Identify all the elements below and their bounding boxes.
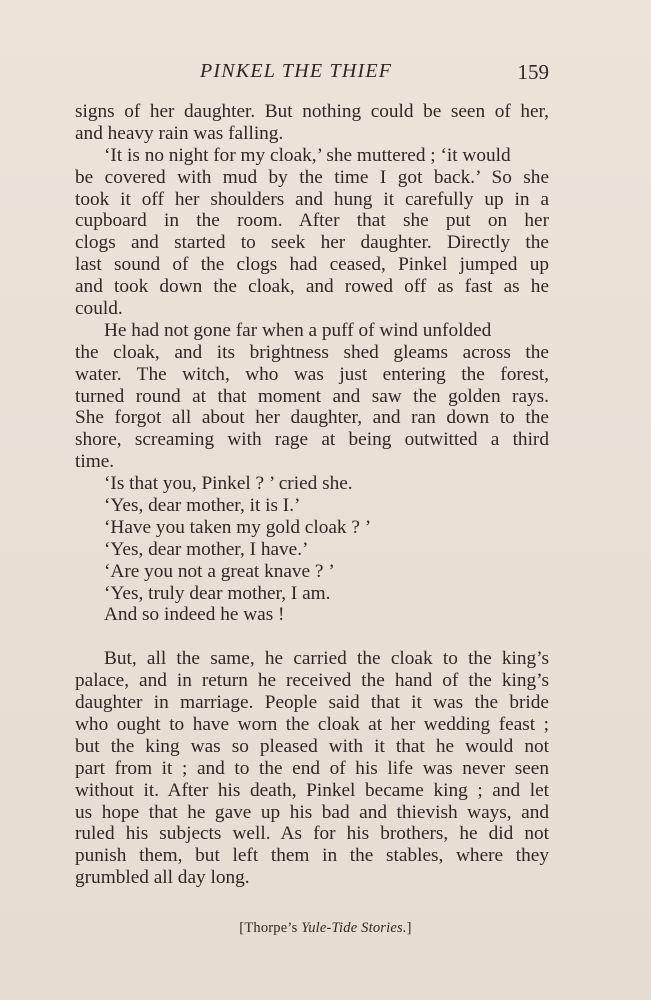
paragraph xyxy=(75,145,549,320)
text-line: part from it ; and to the end of his life was never seen xyxy=(75,757,549,779)
citation-open-bracket: [ xyxy=(239,920,245,936)
paragraph xyxy=(75,648,549,889)
text-line: grumbled all day long. xyxy=(75,867,250,889)
dialogue-line: ‘Have you taken my gold cloak ? ’ xyxy=(104,516,372,538)
dialogue-line: And so indeed he was ! xyxy=(104,604,285,626)
text-line: punish them, but left them in the stables, where they xyxy=(75,845,549,867)
paragraph xyxy=(75,101,549,145)
text-line: turned round at that moment and saw the golden rays. xyxy=(75,385,549,407)
source-citation xyxy=(0,920,651,937)
running-title: PINKEL THE THIEF xyxy=(200,60,393,82)
text-line: last sound of the clogs had ceased, Pinkel jumped up xyxy=(75,254,549,276)
text-line: shore, screaming with rage at being outwitted a third xyxy=(75,429,549,451)
text-line: clogs and started to seek her daughter. Directly the xyxy=(75,232,549,254)
dialogue-line: ‘Yes, dear mother, I have.’ xyxy=(104,538,309,560)
text-line: who ought to have worn the cloak at her wedding feast ; xyxy=(75,713,549,735)
section-break xyxy=(75,626,549,648)
text-line: But, all the same, he carried the cloak to the king’s xyxy=(104,648,549,670)
dialogue-line: ‘Yes, dear mother, it is I.’ xyxy=(104,495,301,517)
citation-title: Yule-Tide Stories. xyxy=(301,920,407,936)
text-line: time. xyxy=(75,451,115,473)
page-number: 159 xyxy=(517,60,549,84)
text-line: He had not gone far when a puff of wind unfolded xyxy=(104,319,492,341)
text-line: be covered with mud by the time I got back.’ So she xyxy=(75,166,549,188)
text-line: and took down the cloak, and rowed off as fast as he xyxy=(75,276,549,298)
text-line: but the king was so pleased with it that he would not xyxy=(75,735,549,757)
text-line: water. The witch, who was just entering the forest, xyxy=(75,363,549,385)
dialogue-block xyxy=(75,473,549,626)
page-header xyxy=(75,60,549,92)
body-text xyxy=(75,101,549,889)
text-line: ‘It is no night for my cloak,’ she muttered ; ‘it would xyxy=(104,144,511,166)
citation-author: Thorpe’s xyxy=(244,920,302,936)
text-line: palace, and in return he received the hand of the king’s xyxy=(75,670,549,692)
text-line: cupboard in the room. After that she put on her xyxy=(75,210,549,232)
paragraph xyxy=(75,320,549,473)
text-line: and heavy rain was falling. xyxy=(75,122,284,144)
text-line: daughter in marriage. People said that it was the bride xyxy=(75,692,549,714)
text-line: the cloak, and its brightness shed gleams across the xyxy=(75,341,549,363)
citation-close-bracket: ] xyxy=(406,920,412,936)
text-line: took it off her shoulders and hung it carefully up in a xyxy=(75,188,549,210)
dialogue-line: ‘Yes, truly dear mother, I am. xyxy=(104,582,331,604)
text-line: could. xyxy=(75,298,123,320)
text-line: us hope that he gave up his bad and thievish ways, and xyxy=(75,801,549,823)
text-line: signs of her daughter. But nothing could be seen of her, xyxy=(75,101,549,122)
dialogue-line: ‘Are you not a great knave ? ’ xyxy=(104,560,335,582)
text-line: ruled his subjects well. As for his brothers, he did not xyxy=(75,823,549,845)
dialogue-line: ‘Is that you, Pinkel ? ’ cried she. xyxy=(104,473,353,495)
text-line: without it. After his death, Pinkel became king ; and let xyxy=(75,779,549,801)
text-line: She forgot all about her daughter, and ran down to the xyxy=(75,407,549,429)
